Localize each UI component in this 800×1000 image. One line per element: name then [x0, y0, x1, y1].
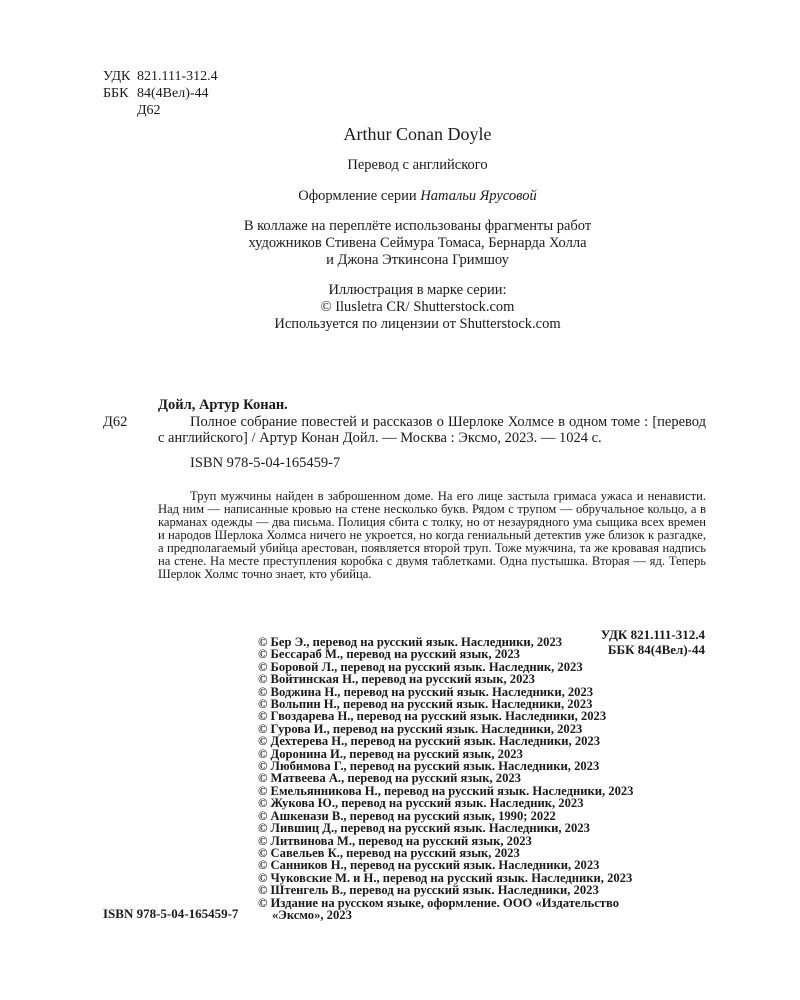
copyright-line: © Штенгель В., перевод на русский язык. Наследники, 2023: [258, 883, 599, 898]
copyright-line: © Вольпин Н., перевод на русский язык. Наследники, 2023: [258, 697, 593, 712]
catalog-entry: [158, 397, 706, 471]
copyright-list: [258, 636, 738, 921]
collage-line: художников Стивена Сеймура Томаса, Бернарда Холла: [248, 235, 587, 251]
translation-note: Перевод с английского: [347, 157, 488, 173]
bbk-value: 84(4Вел)-44: [137, 86, 209, 101]
collage-line: В коллаже на переплёте использованы фрагменты работ: [243, 218, 592, 234]
copyright-line: © Савельев К., перевод на русский язык, 2023: [258, 845, 520, 860]
illustration-credit: [0, 282, 800, 333]
collage-credit: [0, 218, 800, 269]
copyright-line: © Лившиц Д., перевод на русский язык. Наследники, 2023: [258, 821, 590, 836]
udk-label: УДК: [103, 69, 131, 84]
catalog-author-heading: Дойл, Артур Конан.: [158, 397, 288, 413]
series-design-prefix: Оформление серии: [298, 188, 417, 204]
udk-value: 821.111-312.4: [137, 69, 218, 84]
illustration-line: Используется по лицензии от Shutterstock.com: [274, 316, 561, 332]
classification-codes: [103, 68, 218, 119]
footer-udk: УДК 821.111-312.4: [600, 627, 705, 642]
catalog-description: Полное собрание повестей и рассказов о Шерлоке Холмсе в одном томе : [перевод с английского] / Артур Конан Дойл. — Москва : Эксмо, 2023. — 1024 с.: [158, 413, 706, 446]
copyright-line: © Гвоздарева Н., перевод на русский язык. Наследники, 2023: [258, 709, 607, 724]
illustration-line: © Ilusletra CR/ Shutterstock.com: [320, 299, 515, 315]
illustration-line: Иллюстрация в марке серии:: [328, 282, 507, 298]
copyright-line: © Жукова Ю., перевод на русский язык. Наследник, 2023: [258, 796, 584, 811]
copyright-line: © Войтинская Н., перевод на русский язык, 2023: [258, 672, 535, 687]
copyright-line: © Бессараб М., перевод на русский язык, 2023: [258, 647, 520, 662]
collage-line: и Джона Эткинсона Гримшоу: [326, 252, 509, 268]
series-designer-name: Натальи Ярусовой: [420, 188, 537, 204]
catalog-mark: Д62: [103, 414, 128, 430]
copyright-line: © Бер Э., перевод на русский язык. Наследники, 2023: [258, 635, 563, 649]
copyright-line: © Любимова Г., перевод на русский язык. Наследники, 2023: [258, 759, 600, 774]
copyright-line: © Чуковские М. и Н., перевод на русский язык. Наследники, 2023: [258, 870, 633, 885]
copyright-line: © Матвеева А., перевод на русский язык, 2023: [258, 771, 521, 786]
copyright-line: © Издание на русском языке, оформление. ООО «Издательство: [258, 895, 619, 910]
original-author: Arthur Conan Doyle: [343, 124, 492, 144]
copyright-line: © Санников Н., перевод на русский язык. Наследники, 2023: [258, 858, 600, 873]
copyright-line: © Ашкенази В., перевод на русский язык, 1990; 2022: [258, 808, 556, 823]
bbk-label: ББК: [103, 86, 129, 101]
copyright-line: © Воджина Н., перевод на русский язык. Наследники, 2023: [258, 684, 594, 699]
copyright-line: © Емельянникова Н., перевод на русский язык. Наследники, 2023: [258, 783, 634, 798]
copyright-line: © Дехтерева Н., перевод на русский язык. Наследники, 2023: [258, 734, 601, 749]
copyright-line: © Литвинова М., перевод на русский язык, 2023: [258, 833, 532, 848]
footer-isbn: ISBN 978-5-04-165459-7: [103, 906, 239, 921]
catalog-isbn: ISBN 978-5-04-165459-7: [190, 454, 341, 471]
series-design: [0, 188, 800, 205]
footer-bbk: ББК 84(4Вел)-44: [607, 642, 705, 657]
author-mark: Д62: [137, 103, 161, 118]
copyright-line: © Боровой Л., перевод на русский язык. Наследник, 2023: [258, 659, 583, 674]
book-annotation: Труп мужчины найден в заброшенном доме. На его лице застыла гримаса ужаса и ненависти. Над ним — написанные кровью на стене несколько букв. Рядом с трупом — обручальное кольцо, а в карманах одежды — два письма. Полиция сбита с толку, но от незаурядного ума сыщика всех времен и народов Шерлока Холмса ничего не укроется, но когда гениальный детектив уже близок к разгадке, а предполагаемый убийца арестован, появляется второй труп. Тоже мужчина, та же кровавая надпись на стене. На месте преступления коробка с двумя таблетками. Одна пустышка. Вторая — яд. Теперь Шерлок Холмс точно знает, кто убийца.: [158, 489, 706, 581]
copyright-line: © Доронина И., перевод на русский язык, 2023: [258, 746, 523, 761]
copyright-line: «Эксмо», 2023: [272, 907, 352, 922]
copyright-line: © Гурова И., перевод на русский язык. Наследники, 2023: [258, 721, 583, 736]
